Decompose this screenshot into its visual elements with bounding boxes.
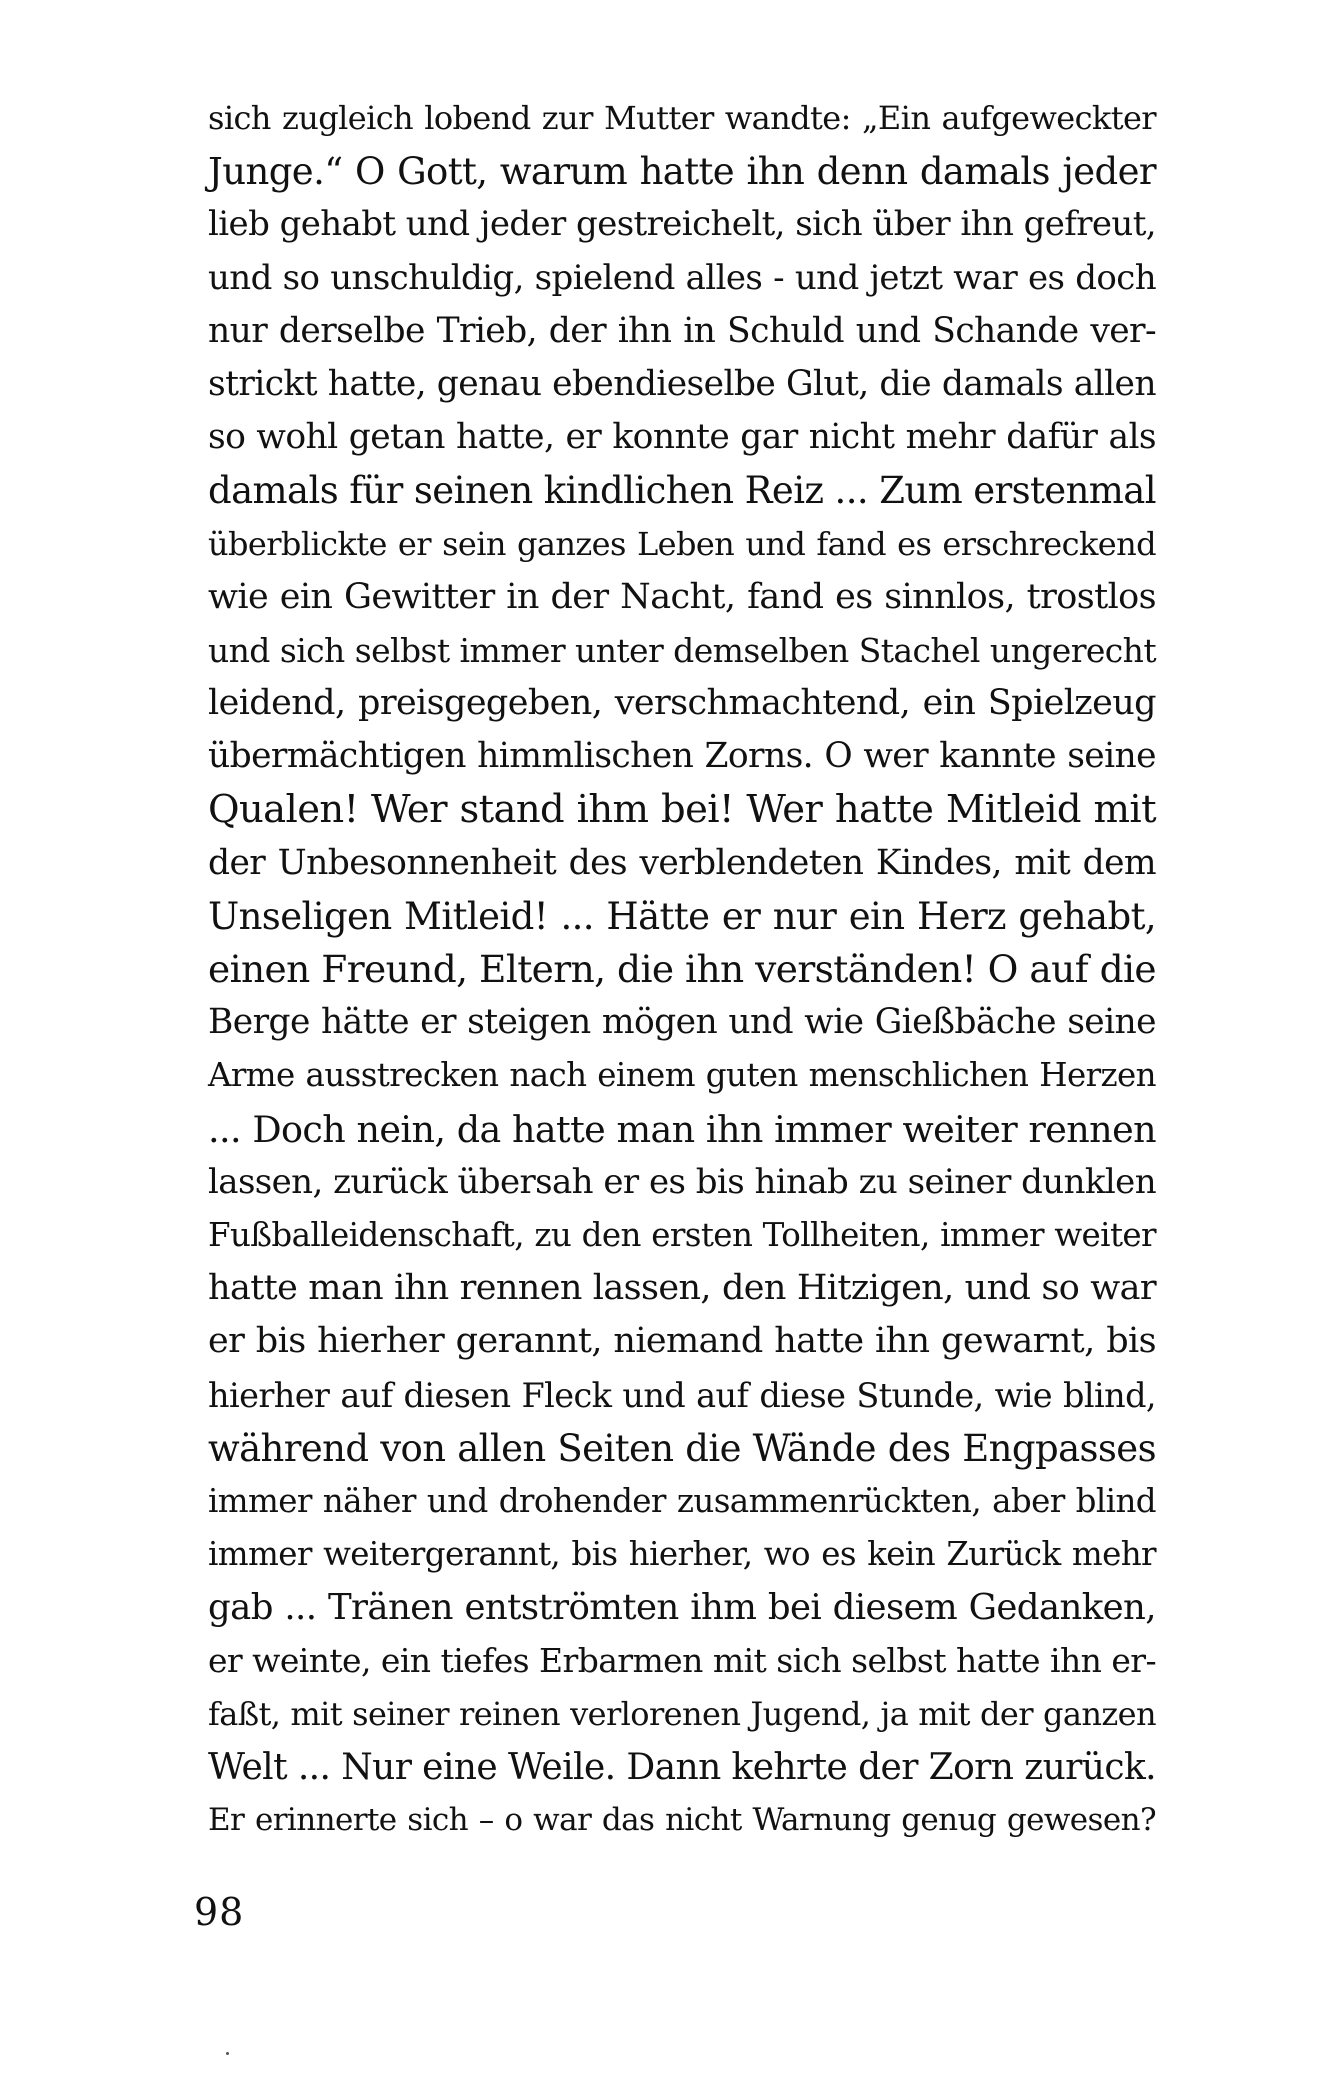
text-line: lieb gehabt und jeder gestreichelt, sich über ihn gefreut, [208, 204, 1156, 245]
text-line: und so unschuldig, spielend alles - und jetzt war es doch [208, 257, 1156, 298]
text-line: Qualen! Wer stand ihm bei! Wer hatte Mitleid mit [208, 787, 1156, 833]
text-line: gab ... Tränen entströmten ihm bei diesem Gedanken, [208, 1587, 1156, 1629]
text-line: hatte man ihn rennen lassen, den Hitzigen, und so war [208, 1268, 1156, 1309]
text-line: überblickte er sein ganzes Leben und fand es erschreckend [208, 524, 1156, 563]
text-line: nur derselbe Trieb, der ihn in Schuld und Schande ver- [208, 310, 1156, 351]
text-line: Er erinnerte sich – o war das nicht Warnung genug gewesen? [208, 1802, 1156, 1838]
text-line: leidend, preisgegeben, verschmachtend, ein Spielzeug [208, 683, 1156, 724]
text-line: ... Doch nein, da hatte man ihn immer weiter rennen [208, 1107, 1156, 1151]
text-line: Fußballeidenschaft, zu den ersten Tollheiten, immer weiter [208, 1215, 1156, 1254]
text-line: immer weitergerannt, bis hierher, wo es kein Zurück mehr [208, 1535, 1156, 1574]
print-speck [226, 2052, 229, 2055]
text-line: hierher auf diesen Fleck und auf diese Stunde, wie blind, [208, 1375, 1156, 1415]
text-line: Berge hätte er steigen mögen und wie Gießbäche seine [208, 1002, 1156, 1043]
text-line: er weinte, ein tiefes Erbarmen mit sich selbst hatte ihn er- [208, 1641, 1156, 1681]
text-line: immer näher und drohender zusammenrückten, aber blind [208, 1481, 1156, 1520]
text-line: so wohl getan hatte, er konnte gar nicht mehr dafür als [208, 417, 1156, 458]
text-line: Junge.“ O Gott, warum hatte ihn denn damals jeder [208, 150, 1156, 194]
text-line: Welt ... Nur eine Weile. Dann kehrte der Zorn zurück. [208, 1746, 1156, 1788]
text-line: während von allen Seiten die Wände des Engpasses [208, 1426, 1156, 1470]
text-line: und sich selbst immer unter demselben Stachel ungerecht [208, 630, 1156, 670]
text-line: er bis hierher gerannt, niemand hatte ihn gewarnt, bis [208, 1321, 1156, 1362]
text-line: wie ein Gewitter in der Nacht, fand es sinnlos, trostlos [208, 576, 1156, 617]
text-line: Arme ausstrecken nach einem guten menschlichen Herzen [208, 1056, 1156, 1095]
text-line: faßt, mit seiner reinen verlorenen Jugend, ja mit der ganzen [208, 1694, 1156, 1733]
text-line: damals für seinen kindlichen Reiz ... Zum erstenmal [208, 469, 1156, 513]
page-number: 98 [194, 1890, 245, 1934]
text-line: übermächtigen himmlischen Zorns. O wer kannte seine [208, 736, 1156, 777]
text-line: Unseligen Mitleid! ... Hätte er nur ein Herz gehabt, [208, 894, 1156, 938]
text-line: sich zugleich lobend zur Mutter wandte: „Ein aufgeweckter [208, 99, 1156, 137]
text-line: einen Freund, Eltern, die ihn verständen! O auf die [208, 947, 1156, 991]
body-text [208, 92, 1156, 1847]
text-line: der Unbesonnenheit des verblendeten Kindes, mit dem [208, 842, 1156, 883]
text-line: lassen, zurück übersah er es bis hinab zu seiner dunklen [208, 1161, 1156, 1202]
text-line: strickt hatte, genau ebendieselbe Glut, die damals allen [208, 363, 1156, 404]
